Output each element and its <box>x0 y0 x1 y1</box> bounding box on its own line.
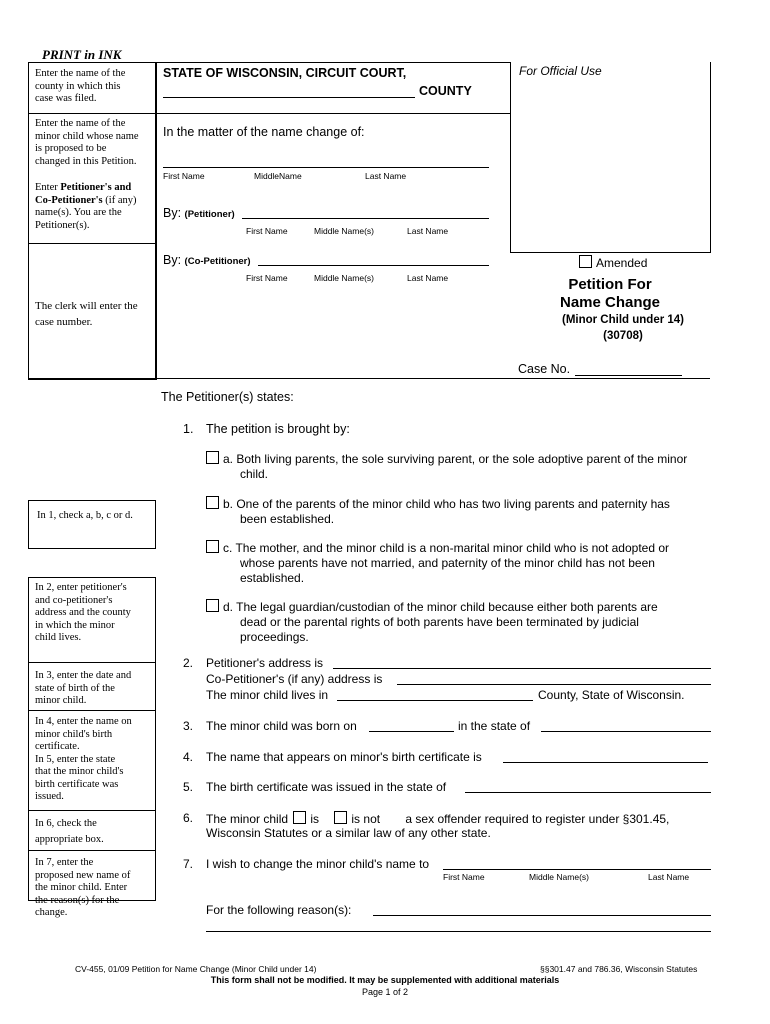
reasons-line-1[interactable] <box>373 915 711 916</box>
co-petitioner-name-line[interactable] <box>258 265 489 266</box>
side-note-item7: In 7, enter the proposed new name of the minor child. Enter the reason(s) for the change. <box>35 857 131 918</box>
form-title: Petition For Name Change <box>559 276 661 311</box>
side-note-case-number: The clerk will enter the case number. <box>35 300 138 328</box>
option-b[interactable]: b. One of the parents of the minor child who has two living parents and paternity has been established. <box>206 496 670 527</box>
form-id: CV-455, 01/09 Petition for Name Change (Minor Child under 14) <box>75 964 317 974</box>
official-use-label: For Official Use <box>519 64 602 78</box>
child-county-line[interactable] <box>337 700 533 701</box>
side-note-item4-5: In 4, enter the name on minor child's birth certificate. In 5, enter the state that the minor child's birth certificate was issued. <box>35 716 132 802</box>
footer-notice: This form shall not be modified. It may be supplemented with additional materials <box>210 975 560 985</box>
case-number-label: Case No. <box>518 362 571 376</box>
side-note-item1: In 1, check a, b, c or d. <box>28 500 156 549</box>
petitioner-by: By: (Petitioner) <box>163 206 235 220</box>
amended-checkbox[interactable]: Amended <box>579 255 647 270</box>
sex-offender-statement: The minor child is is not a sex offender required to register under §301.45, <box>206 812 670 826</box>
birth-date-line[interactable] <box>369 731 454 732</box>
amended-box-icon[interactable] <box>579 255 592 268</box>
side-note-item6: In 6, check the appropriate box. <box>35 818 104 845</box>
birth-state-line[interactable] <box>541 731 711 732</box>
petitioner-states: The Petitioner(s) states: <box>161 390 294 404</box>
co-petitioner-address-line[interactable] <box>397 684 711 685</box>
side-note-item2: In 2, enter petitioner's and co-petitioner's address and the county in which the minor child lives. <box>35 582 131 643</box>
matter-label: In the matter of the name change of: <box>163 125 365 139</box>
petitioner-name-line[interactable] <box>242 218 489 219</box>
page-number: Page 1 of 2 <box>361 987 409 997</box>
option-d[interactable]: d. The legal guardian/custodian of the minor child because either both parents are dead or the parental rights of both parents have been terminated by judicial proceedings. <box>206 599 658 645</box>
is-checkbox[interactable] <box>293 811 306 824</box>
county-name-line[interactable] <box>163 97 415 98</box>
county-label: COUNTY <box>419 84 472 98</box>
statutes: §§301.47 and 786.36, Wisconsin Statutes <box>540 964 698 974</box>
birth-certificate-name-line[interactable] <box>503 762 708 763</box>
child-name-line[interactable] <box>163 167 489 168</box>
petitioner-address-line[interactable] <box>333 668 711 669</box>
print-in-ink-label: PRINT in INK <box>42 47 122 62</box>
certificate-state-line[interactable] <box>465 792 711 793</box>
case-number-line[interactable] <box>575 375 682 376</box>
option-c[interactable]: c. The mother, and the minor child is a non-marital minor child who is not adopted or whose parents have not married, and paternity of the minor child has not been established. <box>206 540 669 586</box>
option-b-checkbox[interactable] <box>206 496 219 509</box>
reasons-line-2[interactable] <box>206 931 711 932</box>
court-title: STATE OF WISCONSIN, CIRCUIT COURT, <box>163 66 407 80</box>
side-note-item3: In 3, enter the date and state of birth of the minor child. <box>35 670 132 706</box>
option-c-checkbox[interactable] <box>206 540 219 553</box>
option-a-checkbox[interactable] <box>206 451 219 464</box>
option-d-checkbox[interactable] <box>206 599 219 612</box>
is-not-checkbox[interactable] <box>334 811 347 824</box>
form-subtitle: (Minor Child under 14) (30708) <box>561 314 685 342</box>
side-note-child-name: Enter the name of the minor child whose name is proposed to be changed in this Petition. <box>35 118 139 167</box>
side-note-petitioner: Enter Petitioner's and Co-Petitioner's (if any) name(s). You are the Petitioner(s). <box>35 182 137 231</box>
side-note-county: Enter the name of the county in which this case was filed. <box>35 68 126 104</box>
option-a[interactable]: a. Both living parents, the sole surviving parent, or the sole adoptive parent of the minor child. <box>206 451 687 482</box>
item1-text: The petition is brought by: <box>206 422 350 436</box>
co-petitioner-by: By: (Co-Petitioner) <box>163 253 251 267</box>
new-name-line[interactable] <box>443 869 711 870</box>
